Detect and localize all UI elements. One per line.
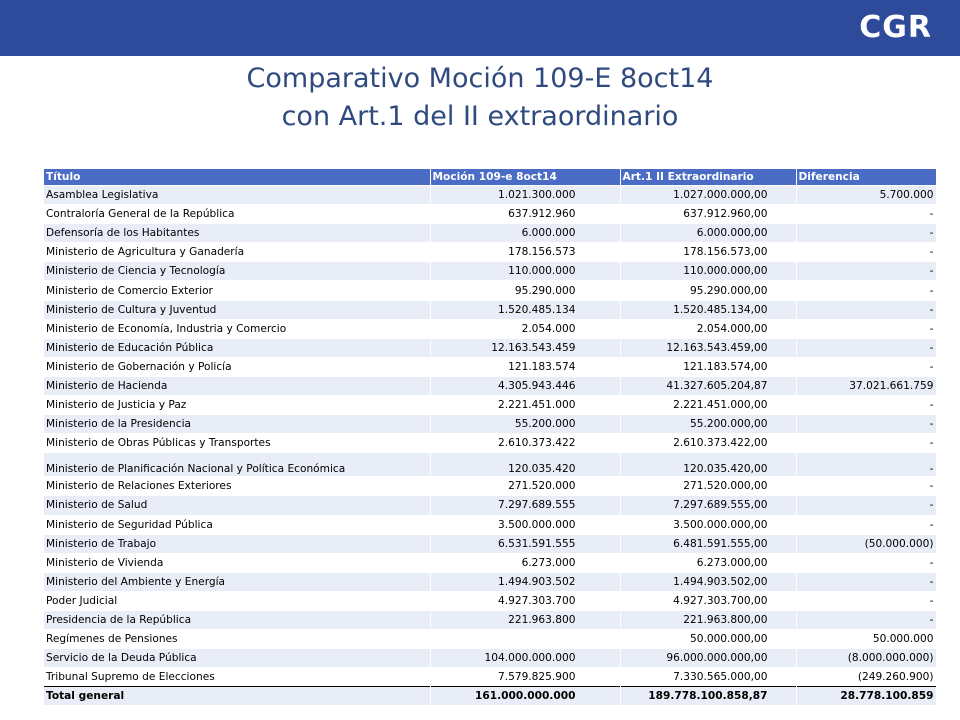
cell-diferencia: (8.000.000.000) <box>796 649 936 668</box>
cell-art1: 120.035.420,00 <box>620 453 796 477</box>
cell-mocion: 637.912.960 <box>430 205 620 224</box>
cell-diferencia: - <box>796 610 936 629</box>
cell-diferencia: - <box>796 319 936 338</box>
cell-art1: 6.273.000,00 <box>620 553 796 572</box>
cell-titulo: Contraloría General de la República <box>44 205 430 224</box>
cell-titulo: Ministerio de Trabajo <box>44 534 430 553</box>
total-row <box>44 687 936 706</box>
table-row <box>44 591 936 610</box>
cell-diferencia: - <box>796 224 936 243</box>
title-line-2: con Art.1 del II extraordinario <box>281 101 679 132</box>
cell-titulo: Ministerio de Economía, Industria y Comercio <box>44 319 430 338</box>
cell-art1: 1.494.903.502,00 <box>620 572 796 591</box>
cell-mocion: 1.021.300.000 <box>430 186 620 205</box>
cell-art1: 271.520.000,00 <box>620 477 796 496</box>
cell-art1: 4.927.303.700,00 <box>620 591 796 610</box>
table-row <box>44 630 936 649</box>
cell-titulo: Ministerio de Educación Pública <box>44 338 430 357</box>
cell-diferencia: - <box>796 572 936 591</box>
cell-titulo: Ministerio de Cultura y Juventud <box>44 300 430 319</box>
cell-mocion: 7.579.825.900 <box>430 668 620 687</box>
table-row <box>44 205 936 224</box>
table-row <box>44 534 936 553</box>
total-art1: 189.778.100.858,87 <box>620 687 796 706</box>
cell-titulo: Ministerio del Ambiente y Energía <box>44 572 430 591</box>
table-row <box>44 376 936 395</box>
cell-diferencia: (249.260.900) <box>796 668 936 687</box>
cell-titulo: Asamblea Legislativa <box>44 186 430 205</box>
table-row <box>44 572 936 591</box>
cell-mocion: 95.290.000 <box>430 281 620 300</box>
total-mocion: 161.000.000.000 <box>430 687 620 706</box>
cell-titulo: Ministerio de Comercio Exterior <box>44 281 430 300</box>
total-diferencia: 28.778.100.859 <box>796 687 936 706</box>
cell-art1: 6.481.591.555,00 <box>620 534 796 553</box>
table-row <box>44 300 936 319</box>
table-row <box>44 281 936 300</box>
table-row <box>44 610 936 629</box>
cell-diferencia: - <box>796 496 936 515</box>
cell-mocion: 4.305.943.446 <box>430 376 620 395</box>
cell-art1: 7.297.689.555,00 <box>620 496 796 515</box>
cell-mocion: 271.520.000 <box>430 477 620 496</box>
cell-art1: 637.912.960,00 <box>620 205 796 224</box>
cell-art1: 95.290.000,00 <box>620 281 796 300</box>
cell-art1: 3.500.000.000,00 <box>620 515 796 534</box>
cell-art1: 2.054.000,00 <box>620 319 796 338</box>
table-header-row <box>44 169 936 186</box>
table-row <box>44 262 936 281</box>
cell-titulo: Ministerio de la Presidencia <box>44 415 430 434</box>
cell-diferencia: (50.000.000) <box>796 534 936 553</box>
cell-art1: 121.183.574,00 <box>620 357 796 376</box>
cell-mocion: 12.163.543.459 <box>430 338 620 357</box>
cell-mocion: 104.000.000.000 <box>430 649 620 668</box>
table-row <box>44 396 936 415</box>
column-header-mocion: Moción 109-e 8oct14 <box>430 169 620 186</box>
column-header-art1: Art.1 II Extraordinario <box>620 169 796 186</box>
cell-art1: 178.156.573,00 <box>620 243 796 262</box>
cell-mocion: 110.000.000 <box>430 262 620 281</box>
cell-titulo: Poder Judicial <box>44 591 430 610</box>
cell-art1: 2.610.373.422,00 <box>620 434 796 453</box>
cell-diferencia: - <box>796 338 936 357</box>
column-header-titulo: Título <box>44 169 430 186</box>
cell-mocion: 2.054.000 <box>430 319 620 338</box>
cell-mocion: 120.035.420 <box>430 453 620 477</box>
table-row <box>44 415 936 434</box>
title-line-1: Comparativo Moción 109-E 8oct14 <box>246 63 714 94</box>
cell-mocion: 121.183.574 <box>430 357 620 376</box>
cell-art1: 12.163.543.459,00 <box>620 338 796 357</box>
cell-art1: 1.520.485.134,00 <box>620 300 796 319</box>
cell-titulo: Ministerio de Gobernación y Policía <box>44 357 430 376</box>
table-row <box>44 453 936 477</box>
cell-mocion <box>430 630 620 649</box>
table-row <box>44 319 936 338</box>
cell-titulo: Servicio de la Deuda Pública <box>44 649 430 668</box>
cell-diferencia: - <box>796 591 936 610</box>
cell-titulo: Regímenes de Pensiones <box>44 630 430 649</box>
cell-diferencia: - <box>796 434 936 453</box>
cell-mocion: 178.156.573 <box>430 243 620 262</box>
cell-diferencia: - <box>796 205 936 224</box>
table-row <box>44 338 936 357</box>
cell-art1: 221.963.800,00 <box>620 610 796 629</box>
cell-titulo: Defensoría de los Habitantes <box>44 224 430 243</box>
table-row <box>44 224 936 243</box>
cell-art1: 110.000.000,00 <box>620 262 796 281</box>
table-row <box>44 357 936 376</box>
cell-mocion: 55.200.000 <box>430 415 620 434</box>
cell-mocion: 6.531.591.555 <box>430 534 620 553</box>
cell-titulo: Ministerio de Planificación Nacional y Política Económica <box>44 453 430 477</box>
cell-art1: 50.000.000,00 <box>620 630 796 649</box>
cell-diferencia: - <box>796 477 936 496</box>
cell-titulo: Ministerio de Relaciones Exteriores <box>44 477 430 496</box>
column-header-diferencia: Diferencia <box>796 169 936 186</box>
cell-art1: 1.027.000.000,00 <box>620 186 796 205</box>
cell-diferencia: 50.000.000 <box>796 630 936 649</box>
cell-mocion: 3.500.000.000 <box>430 515 620 534</box>
cell-diferencia: - <box>796 415 936 434</box>
cell-titulo: Ministerio de Hacienda <box>44 376 430 395</box>
cell-diferencia: - <box>796 453 936 477</box>
cell-titulo: Tribunal Supremo de Elecciones <box>44 668 430 687</box>
cell-titulo: Ministerio de Ciencia y Tecnología <box>44 262 430 281</box>
cell-art1: 55.200.000,00 <box>620 415 796 434</box>
page-title <box>0 60 960 136</box>
cell-diferencia: - <box>796 300 936 319</box>
table-row <box>44 496 936 515</box>
header-bar <box>0 0 960 56</box>
cell-diferencia: 5.700.000 <box>796 186 936 205</box>
cell-mocion: 7.297.689.555 <box>430 496 620 515</box>
cgr-logo: CGR <box>859 10 932 45</box>
table-row <box>44 515 936 534</box>
table-row <box>44 553 936 572</box>
cell-titulo: Presidencia de la República <box>44 610 430 629</box>
cell-titulo: Ministerio de Agricultura y Ganadería <box>44 243 430 262</box>
cell-art1: 2.221.451.000,00 <box>620 396 796 415</box>
table-row <box>44 477 936 496</box>
cell-diferencia: - <box>796 262 936 281</box>
cell-mocion: 4.927.303.700 <box>430 591 620 610</box>
table-row <box>44 243 936 262</box>
cell-art1: 6.000.000,00 <box>620 224 796 243</box>
cell-diferencia: - <box>796 396 936 415</box>
cell-diferencia: - <box>796 281 936 300</box>
cell-mocion: 2.221.451.000 <box>430 396 620 415</box>
cell-mocion: 1.520.485.134 <box>430 300 620 319</box>
cell-titulo: Ministerio de Salud <box>44 496 430 515</box>
cell-diferencia: - <box>796 357 936 376</box>
total-label: Total general <box>44 687 430 706</box>
cell-mocion: 6.000.000 <box>430 224 620 243</box>
cell-mocion: 6.273.000 <box>430 553 620 572</box>
cell-titulo: Ministerio de Seguridad Pública <box>44 515 430 534</box>
cell-diferencia: - <box>796 515 936 534</box>
comparison-table <box>44 169 937 705</box>
table-row <box>44 649 936 668</box>
cell-diferencia: - <box>796 553 936 572</box>
cell-mocion: 2.610.373.422 <box>430 434 620 453</box>
table-row <box>44 668 936 687</box>
cell-mocion: 221.963.800 <box>430 610 620 629</box>
table-row <box>44 434 936 453</box>
cell-mocion: 1.494.903.502 <box>430 572 620 591</box>
cell-diferencia: 37.021.661.759 <box>796 376 936 395</box>
cell-art1: 96.000.000.000,00 <box>620 649 796 668</box>
cell-art1: 7.330.565.000,00 <box>620 668 796 687</box>
table-row <box>44 186 936 205</box>
cell-titulo: Ministerio de Justicia y Paz <box>44 396 430 415</box>
cell-art1: 41.327.605.204,87 <box>620 376 796 395</box>
cell-titulo: Ministerio de Obras Públicas y Transportes <box>44 434 430 453</box>
cell-diferencia: - <box>796 243 936 262</box>
cell-titulo: Ministerio de Vivienda <box>44 553 430 572</box>
